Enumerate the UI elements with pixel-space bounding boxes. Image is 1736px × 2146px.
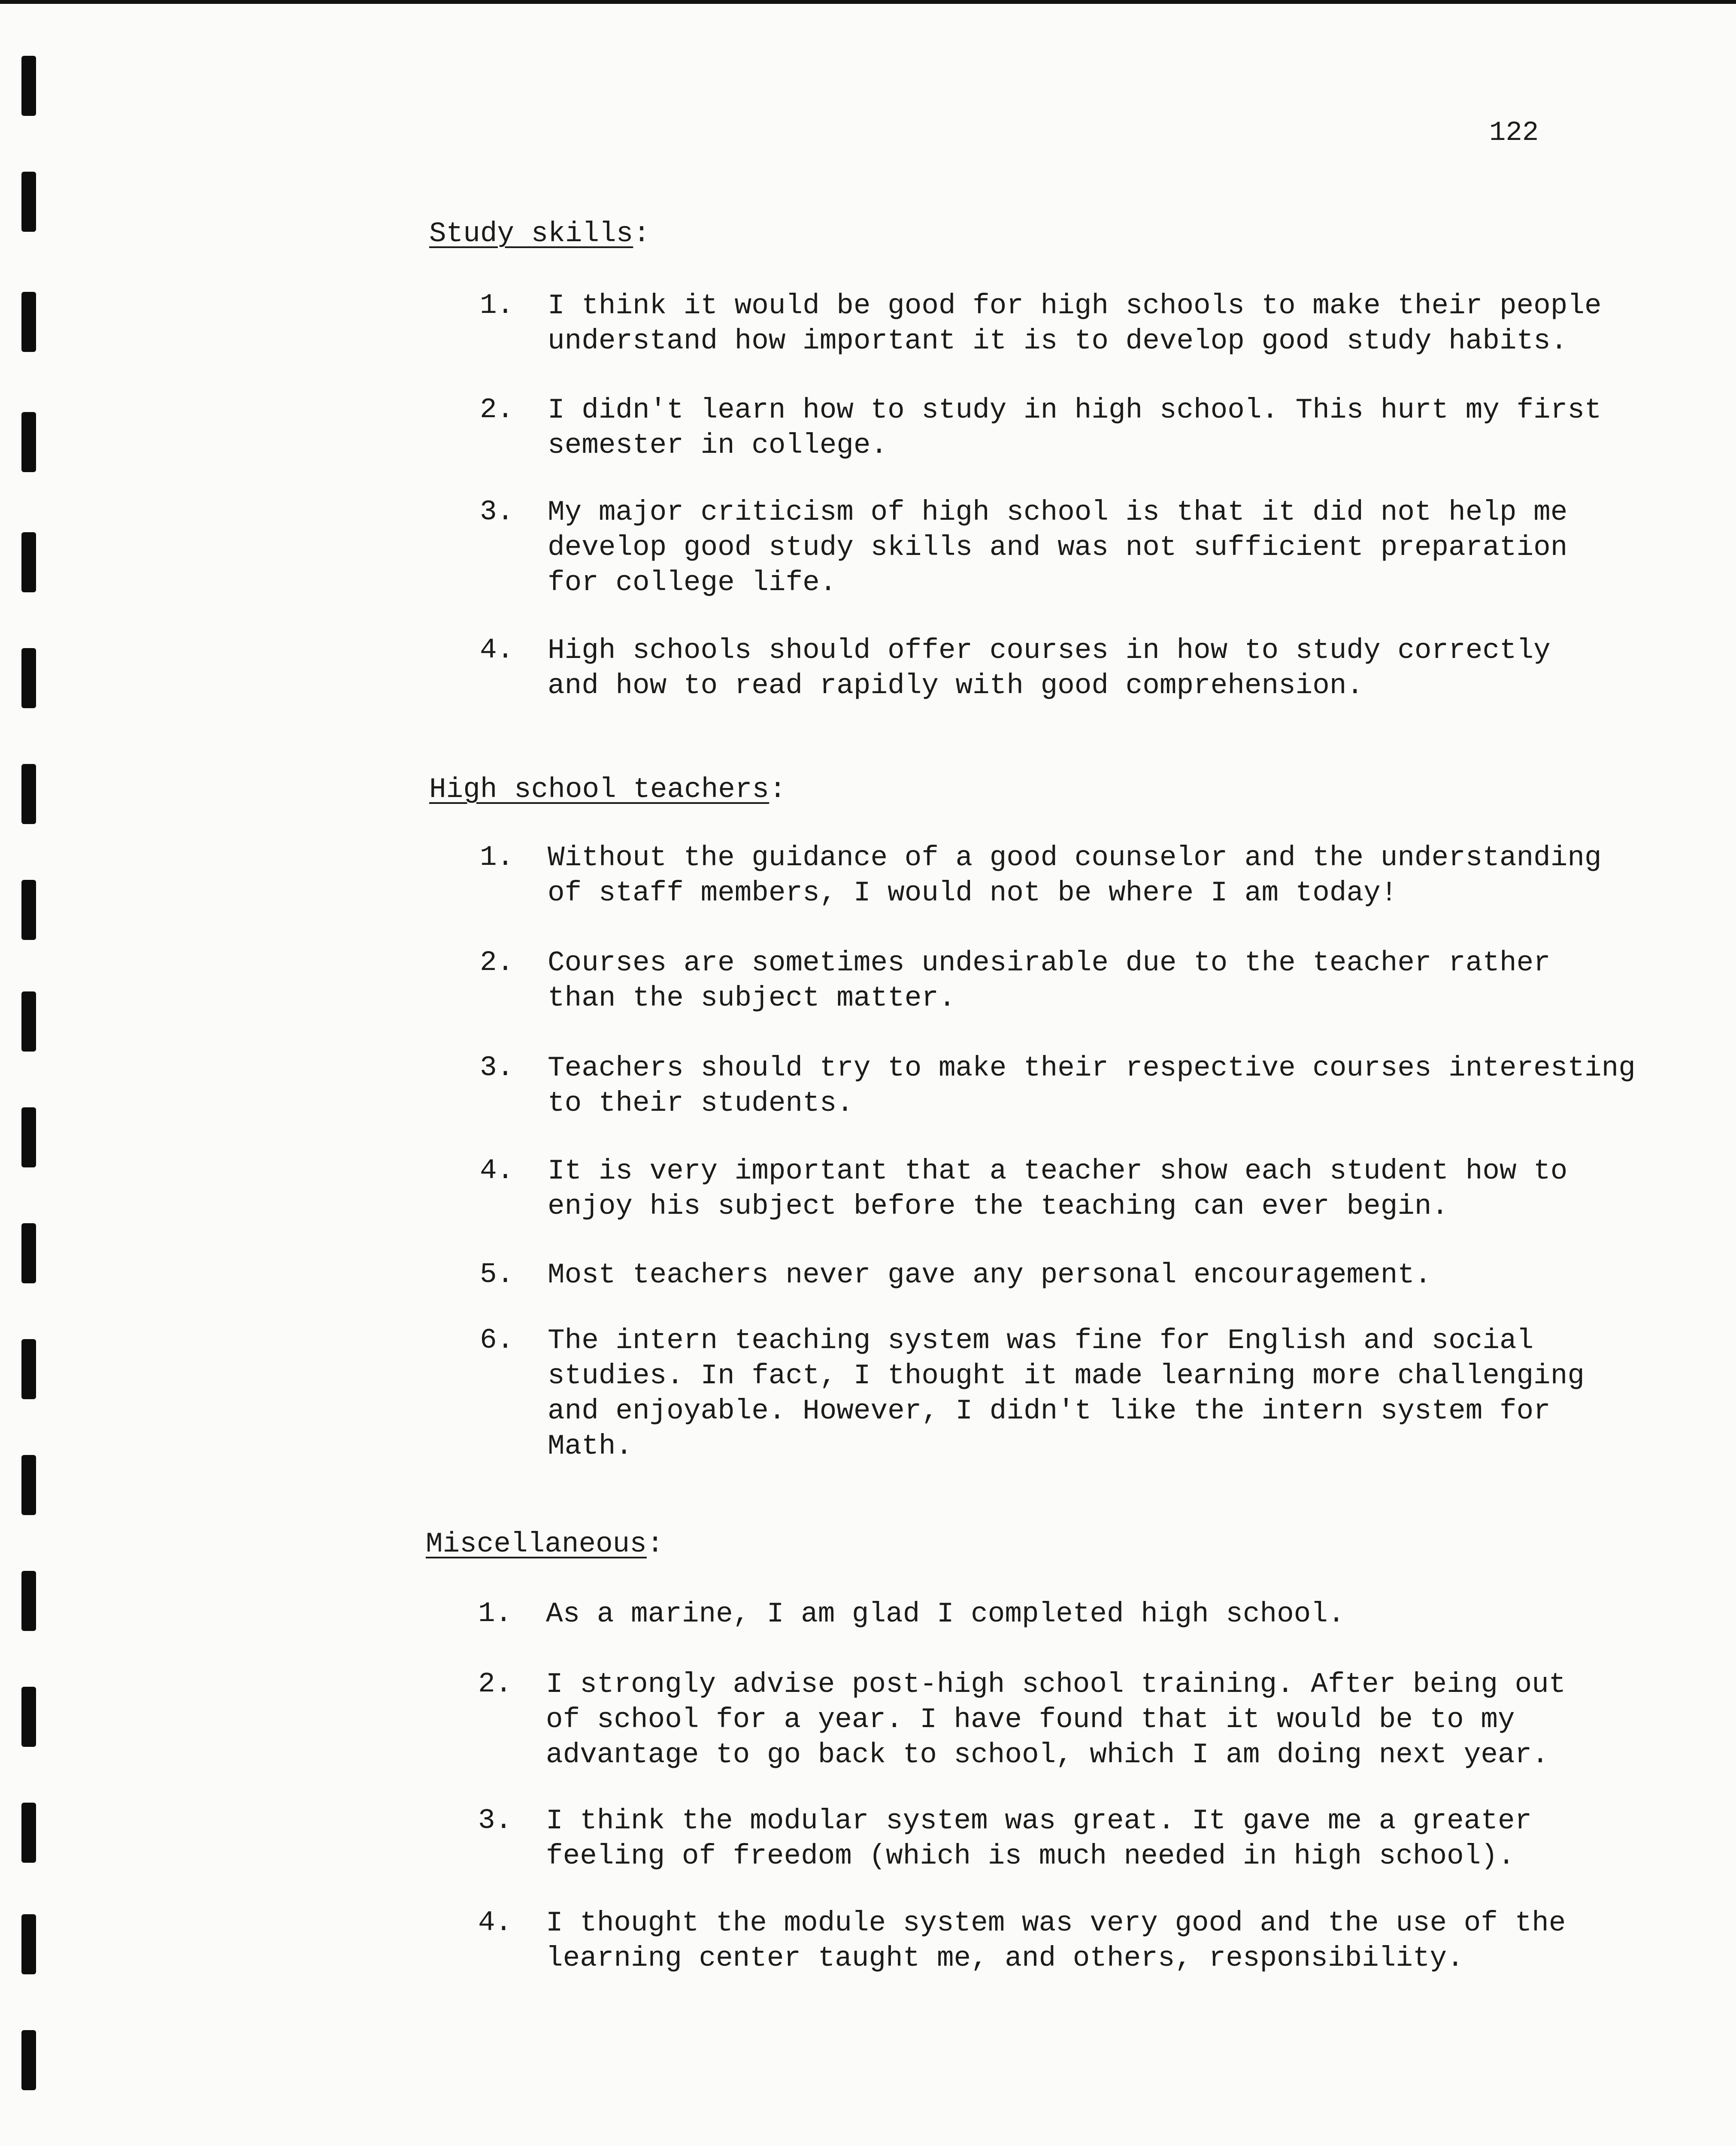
list-item-number: 6. xyxy=(480,1324,514,1356)
binding-mark xyxy=(21,764,36,824)
list-item-number: 3. xyxy=(480,496,514,528)
binding-mark xyxy=(21,292,36,352)
list-item-text: As a marine, I am glad I completed high school. xyxy=(546,1598,1345,1630)
section-heading-text: Study skills xyxy=(429,218,633,250)
list-item-number: 1. xyxy=(480,841,514,873)
binding-mark xyxy=(21,1571,36,1631)
list-item-number: 3. xyxy=(478,1804,512,1837)
list-item-number: 1. xyxy=(478,1597,512,1630)
list-item-text: Most teachers never gave any personal encouragement. xyxy=(548,1259,1432,1291)
binding-mark xyxy=(21,1339,36,1399)
list-item-text: Without the guidance of a good counselor and the understanding of staff members, I would not be where I am today! xyxy=(548,842,1602,909)
list-item-number: 4. xyxy=(480,634,514,666)
list-item-text: Courses are sometimes undesirable due to the teacher rather than the subject matter. xyxy=(548,947,1551,1014)
binding-mark xyxy=(21,532,36,592)
binding-mark xyxy=(21,1914,36,1974)
binding-mark xyxy=(21,172,36,232)
list-item-text: I think the modular system was great. It gave me a greater feeling of freedom (which is much needed in high school). xyxy=(546,1805,1532,1872)
list-item-number: 3. xyxy=(480,1052,514,1084)
list-item-text: I think it would be good for high schools to make their people understand how important it is to develop good study habits. xyxy=(548,290,1602,357)
list-item-number: 4. xyxy=(478,1907,512,1939)
list-item-number: 2. xyxy=(480,946,514,979)
list-item-number: 2. xyxy=(478,1668,512,1700)
section-heading-high-school-teachers: High school teachers: xyxy=(429,773,786,806)
list-item-number: 4. xyxy=(480,1155,514,1187)
binding-mark xyxy=(21,1223,36,1283)
binding-mark xyxy=(21,1107,36,1167)
list-item-text: My major criticism of high school is that it did not help me develop good study skills and was not sufficient preparation for college life. xyxy=(548,496,1568,599)
list-item-text: High schools should offer courses in how to study correctly and how to read rapidly with good comprehension. xyxy=(548,634,1551,702)
binding-mark xyxy=(21,1455,36,1515)
list-item-text: I thought the module system was very good and the use of the learning center taught me, and others, responsibility. xyxy=(546,1907,1566,1974)
list-item-text: Teachers should try to make their respective courses interesting to their students. xyxy=(548,1052,1636,1119)
binding-mark xyxy=(21,2030,36,2090)
binding-mark xyxy=(21,1687,36,1747)
section-heading-text: Miscellaneous xyxy=(426,1528,647,1560)
binding-mark xyxy=(21,1803,36,1863)
list-item-text: I didn't learn how to study in high school. This hurt my first semester in college. xyxy=(548,394,1602,461)
binding-mark xyxy=(21,648,36,708)
list-item-number: 2. xyxy=(480,394,514,426)
binding-mark xyxy=(21,56,36,116)
page-number: 122 xyxy=(1489,118,1539,149)
list-item-text: The intern teaching system was fine for English and social studies. In fact, I thought it made learning more challenging and enjoyable. However, I didn't like the intern system for Math. xyxy=(548,1325,1585,1462)
binding-mark xyxy=(21,412,36,472)
list-item-number: 1. xyxy=(480,289,514,321)
section-heading-miscellaneous: Miscellaneous: xyxy=(426,1528,664,1560)
list-item-number: 5. xyxy=(480,1258,514,1291)
binding-mark xyxy=(21,880,36,940)
binding-mark xyxy=(21,991,36,1052)
list-item-text: It is very important that a teacher show each student how to enjoy his subject before the teaching can ever begin. xyxy=(548,1155,1568,1222)
top-edge-rule xyxy=(0,0,1736,4)
list-item-text: I strongly advise post-high school training. After being out of school for a year. I have found that it would be to my advantage to go back to school, which I am doing next year. xyxy=(546,1668,1566,1771)
binding-holes-strip xyxy=(0,0,52,2146)
section-heading-study-skills: Study skills: xyxy=(429,218,650,250)
section-heading-text: High school teachers xyxy=(429,773,770,806)
